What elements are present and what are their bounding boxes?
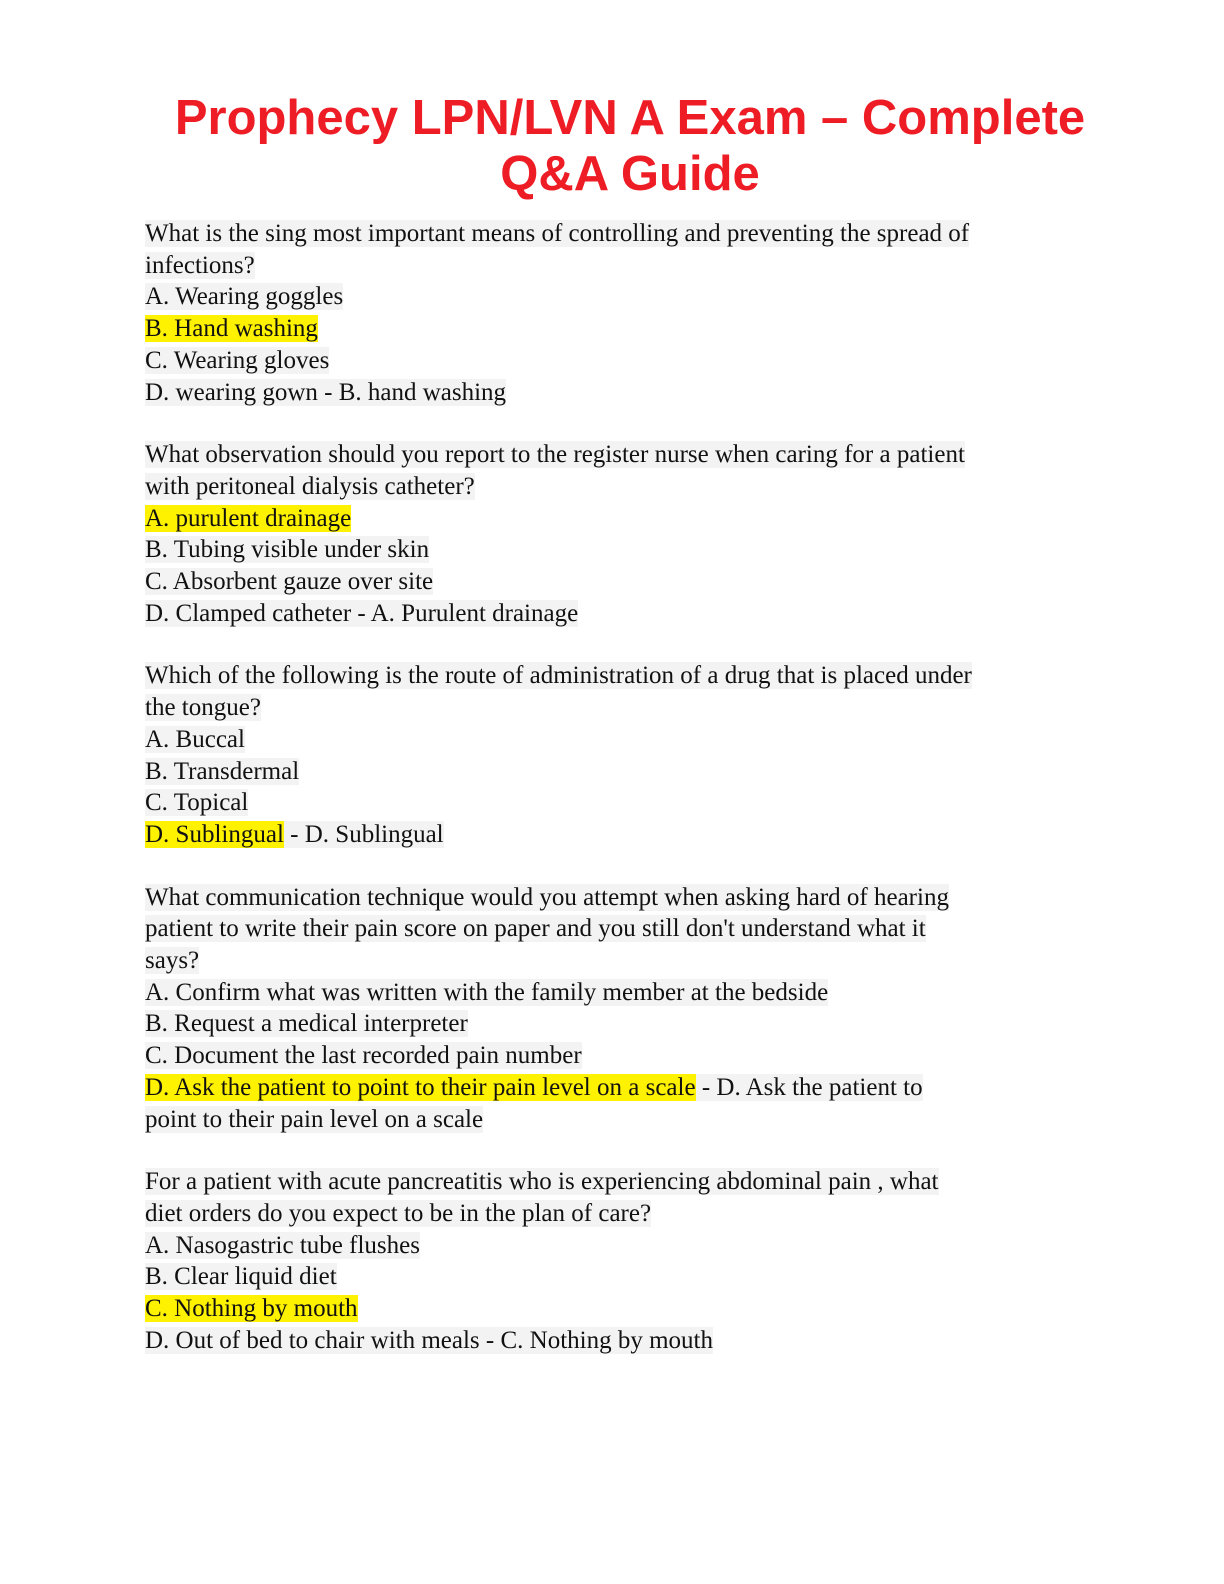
- option-c: C. Wearing gloves: [145, 346, 330, 374]
- qa-list: [145, 218, 1085, 1388]
- qa-item-3: [145, 660, 1085, 850]
- option-d-correct: D. Ask the patient to point to their pain level on a scale - D. Ask the patient to: [145, 1073, 923, 1101]
- question-text: For a patient with acute pancreatitis who is experiencing abdominal pain , what: [145, 1168, 939, 1196]
- answer-suffix-continued: point to their pain level on a scale: [145, 1105, 484, 1133]
- qa-item-1: [145, 218, 1085, 408]
- option-b: B. Clear liquid diet: [145, 1263, 337, 1291]
- question-text: with peritoneal dialysis catheter?: [145, 472, 475, 500]
- option-c: C. Document the last recorded pain number: [145, 1042, 582, 1070]
- answer-suffix: - A. Purulent drainage: [351, 599, 579, 627]
- qa-item-5: [145, 1166, 1085, 1356]
- question-text: diet orders do you expect to be in the plan of care?: [145, 1199, 652, 1227]
- qa-item-2: [145, 439, 1085, 629]
- title-line-2: Q&A Guide: [500, 147, 760, 201]
- option-d: D. Clamped catheter - A. Purulent drainage: [145, 599, 579, 627]
- question-text: infections?: [145, 251, 255, 279]
- option-b: B. Tubing visible under skin: [145, 536, 430, 564]
- question-text: says?: [145, 947, 200, 975]
- option-a: A. Wearing goggles: [145, 283, 344, 311]
- option-b: B. Transdermal: [145, 757, 300, 785]
- option-a: A. Nasogastric tube flushes: [145, 1231, 420, 1259]
- title-line-1: Prophecy LPN/LVN A Exam – Complete: [174, 91, 1086, 145]
- option-b: B. Request a medical interpreter: [145, 1010, 468, 1038]
- answer-suffix: - D. Sublingual: [283, 820, 444, 848]
- option-a: A. Buccal: [145, 725, 245, 753]
- option-a-correct: A. purulent drainage: [145, 504, 352, 532]
- option-c-correct: C. Nothing by mouth: [145, 1295, 358, 1323]
- option-d: D. wearing gown - B. hand washing: [145, 378, 507, 406]
- answer-suffix: - C. Nothing by mouth: [479, 1326, 713, 1354]
- option-c: C. Absorbent gauze over site: [145, 568, 434, 596]
- option-b-correct: B. Hand washing: [145, 315, 318, 343]
- option-d: D. Out of bed to chair with meals - C. Nothing by mouth: [145, 1326, 713, 1354]
- question-text: patient to write their pain score on paper and you still don't understand what it: [145, 915, 926, 943]
- question-text: What is the sing most important means of controlling and preventing the spread of: [145, 220, 970, 247]
- document-title: [100, 90, 1160, 202]
- question-text: Which of the following is the route of administration of a drug that is placed under: [145, 662, 972, 690]
- question-text: What communication technique would you attempt when asking hard of hearing: [145, 883, 949, 911]
- answer-suffix: - B. hand washing: [317, 378, 507, 406]
- option-d-correct: D. Sublingual - D. Sublingual: [145, 820, 444, 848]
- qa-item-4: [145, 882, 1085, 1136]
- answer-suffix: - D. Ask the patient to: [695, 1073, 923, 1101]
- option-a: A. Confirm what was written with the family member at the bedside: [145, 978, 829, 1006]
- option-c: C. Topical: [145, 789, 249, 817]
- question-text: the tongue?: [145, 694, 261, 722]
- question-text: What observation should you report to the register nurse when caring for a patient: [145, 441, 965, 469]
